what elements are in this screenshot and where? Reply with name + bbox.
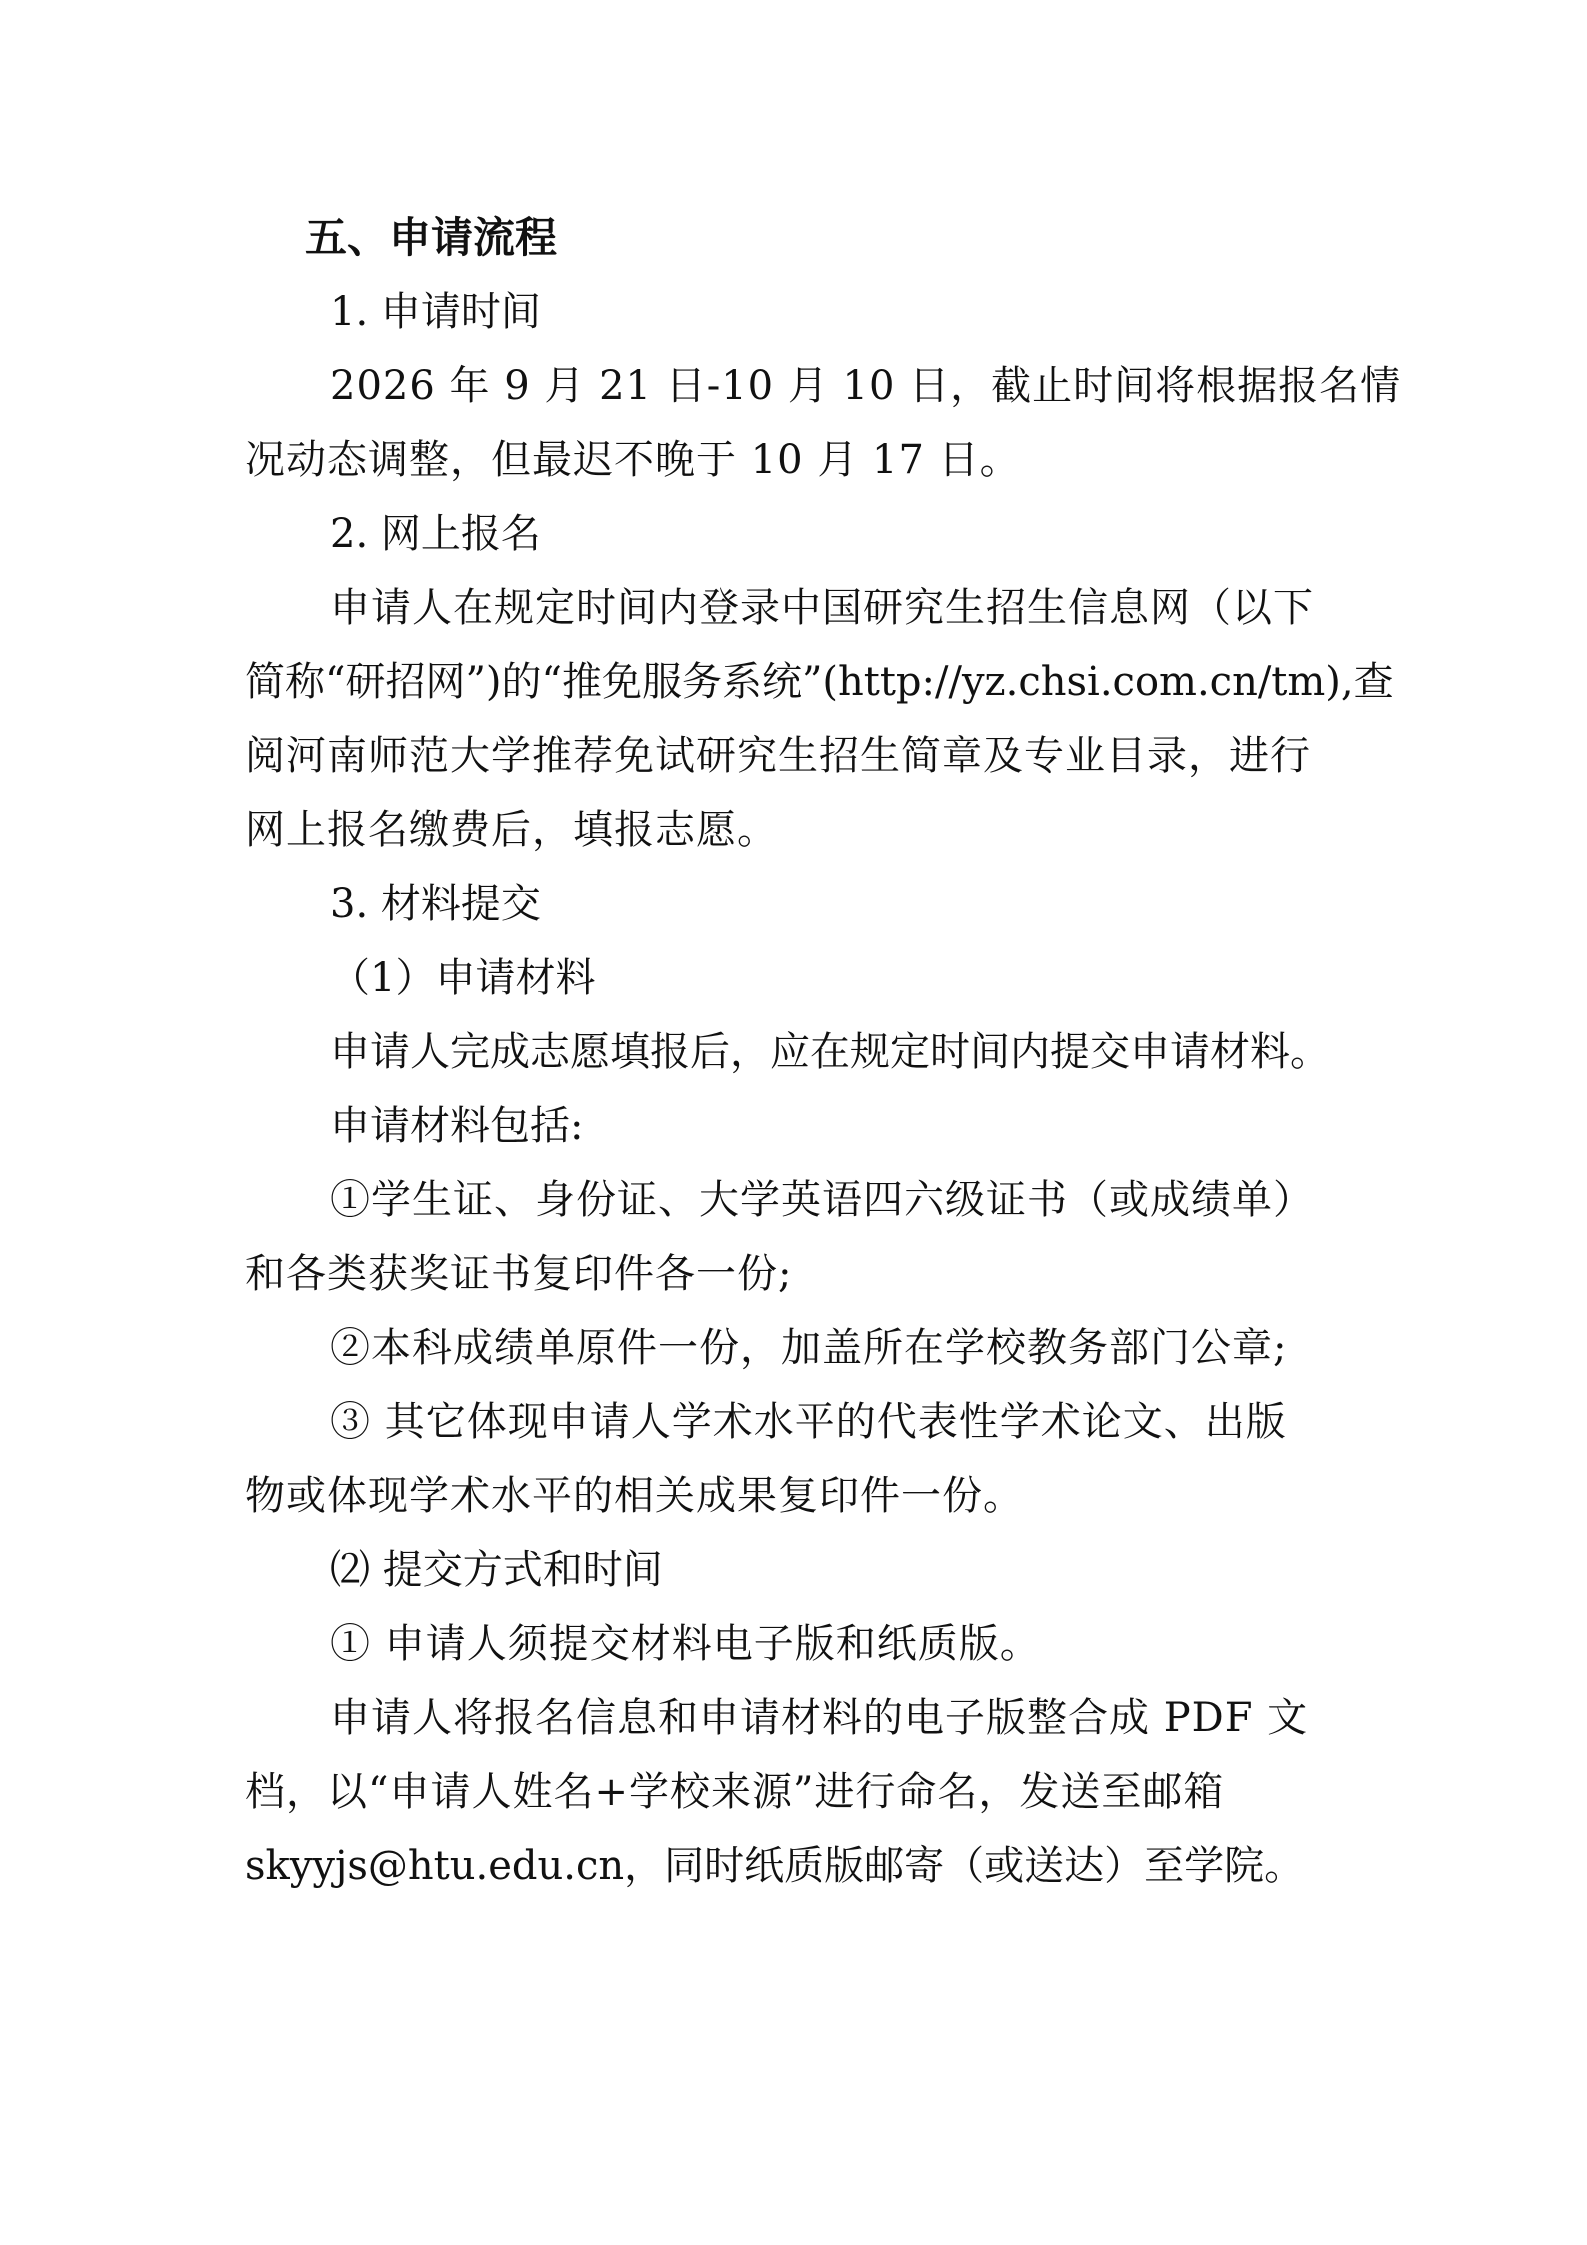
paragraph-line: 况动态调整，但最迟不晚于 10 月 17 日。 xyxy=(245,437,1021,483)
paragraph-line: 申请人将报名信息和申请材料的电子版整合成 PDF 文 xyxy=(330,1695,1309,1741)
list-item: ①学生证、身份证、大学英语四六级证书（或成绩单） xyxy=(330,1177,1314,1223)
item-1-heading: 1. 申请时间 xyxy=(330,289,541,335)
list-item-continuation: 和各类获奖证书复印件各一份; xyxy=(245,1251,793,1297)
item-2-heading: 2. 网上报名 xyxy=(330,511,541,557)
paragraph-line: 申请材料包括: xyxy=(330,1103,584,1149)
paragraph-line: skyyjs@htu.edu.cn，同时纸质版邮寄（或送达）至学院。 xyxy=(245,1843,1305,1889)
paragraph-line: 2026 年 9 月 21 日-10 月 10 日，截止时间将根据报名情 xyxy=(330,363,1402,409)
list-item: ③ 其它体现申请人学术水平的代表性学术论文、出版 xyxy=(330,1399,1287,1445)
list-item: ① 申请人须提交材料电子版和纸质版。 xyxy=(330,1621,1041,1667)
paragraph-line: 申请人在规定时间内登录中国研究生招生信息网（以下 xyxy=(330,585,1314,631)
subheading: （1）申请材料 xyxy=(330,955,596,1001)
paragraph-line: 简称“研招网”)的“推免服务系统”(http://yz.chsi.com.cn/tm),查 xyxy=(245,659,1394,705)
paragraph-line: 档，以“申请人姓名+学校来源”进行命名，发送至邮箱 xyxy=(245,1769,1225,1815)
item-3-heading: 3. 材料提交 xyxy=(330,881,541,927)
paragraph-line: 网上报名缴费后，填报志愿。 xyxy=(245,807,778,853)
list-item: ②本科成绩单原件一份，加盖所在学校教务部门公章; xyxy=(330,1325,1288,1371)
section-title: 五、申请流程 xyxy=(305,213,558,262)
subheading: ⑵ 提交方式和时间 xyxy=(330,1547,663,1593)
paragraph-line: 阅河南师范大学推荐免试研究生招生简章及专业目录，进行 xyxy=(245,733,1311,779)
list-item-continuation: 物或体现学术水平的相关成果复印件一份。 xyxy=(245,1473,1024,1519)
paragraph-line: 申请人完成志愿填报后，应在规定时间内提交申请材料。 xyxy=(330,1029,1330,1075)
